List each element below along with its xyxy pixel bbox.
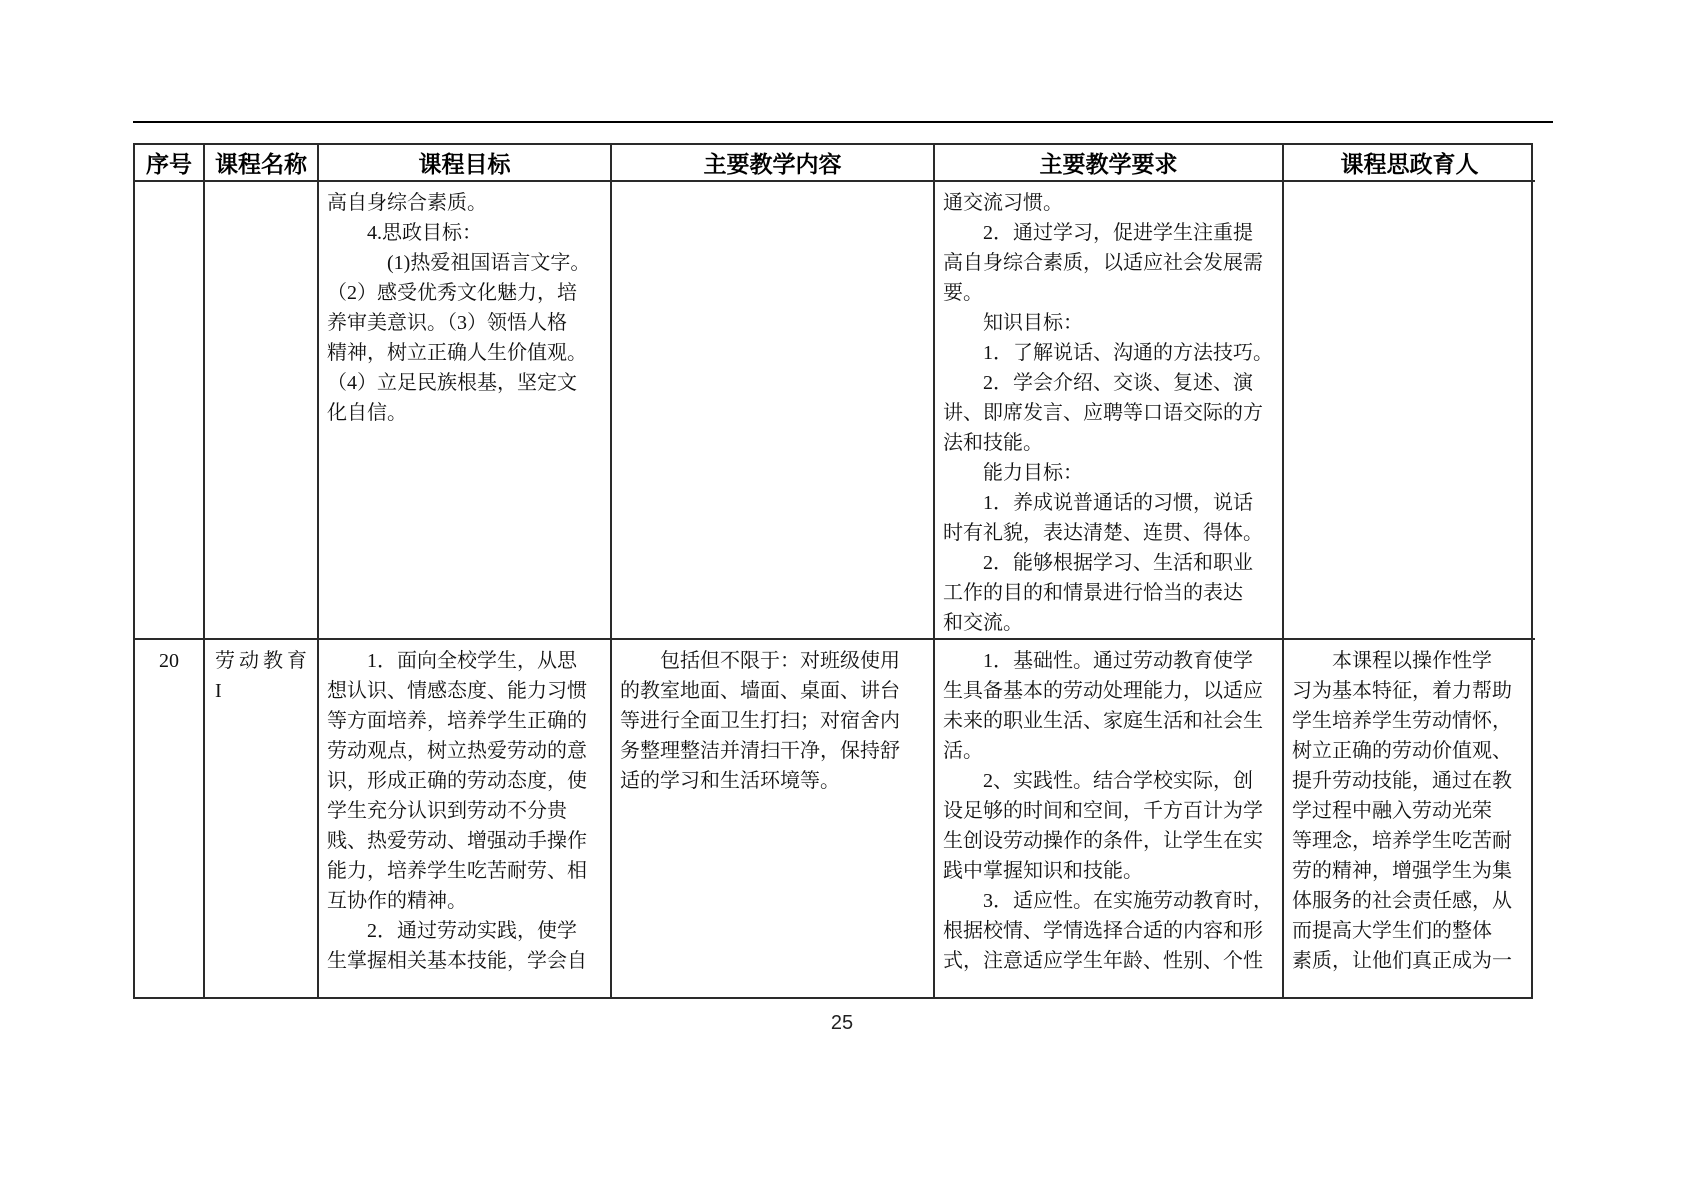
text-line: 生掌握相关基本技能，学会自 xyxy=(327,950,587,972)
text-line: 劳的精神，增强学生为集 xyxy=(1292,860,1512,882)
text-line: 等进行全面卫生打扫；对宿舍内 xyxy=(620,710,900,732)
text-line: 设足够的时间和空间，千方百计为学 xyxy=(943,800,1263,822)
text-line: 1．基础性。通过劳动教育使学 xyxy=(943,650,1253,672)
text-line: 高自身综合素质。 xyxy=(327,192,487,214)
cell-ideology-row2 xyxy=(1284,640,1535,997)
cell-teaching-content-row1 xyxy=(612,182,935,640)
text-line: 习为基本特征，着力帮助 xyxy=(1292,680,1512,702)
text-line: 生具备基本的劳动处理能力，以适应 xyxy=(943,680,1263,702)
text-line: 要。 xyxy=(943,282,983,304)
text-line: 学生培养学生劳动情怀， xyxy=(1292,710,1512,732)
text-line: 1．面向全校学生，从思 xyxy=(327,650,577,672)
curriculum-table xyxy=(133,143,1533,999)
cell-seq-row2: 20 xyxy=(135,640,205,997)
text-line: 生创设劳动操作的条件，让学生在实 xyxy=(943,830,1263,852)
text-line: 的教室地面、墙面、桌面、讲台 xyxy=(620,680,900,702)
text-line: 学生充分认识到劳动不分贵 xyxy=(327,800,567,822)
text-line: 贱、热爱劳动、增强动手操作 xyxy=(327,830,587,852)
text-line: 未来的职业生活、家庭生活和社会生 xyxy=(943,710,1263,732)
column-header-teaching-content: 主要教学内容 xyxy=(612,145,935,182)
text-line: （4）立足民族根基，坚定文 xyxy=(327,372,577,394)
text-line: 式，注意适应学生年龄、性别、个性 xyxy=(943,950,1263,972)
text-line: 识，形成正确的劳动态度，使 xyxy=(327,770,587,792)
text-line: 体服务的社会责任感，从 xyxy=(1292,890,1512,912)
text-line: 养审美意识。（3）领悟人格 xyxy=(327,312,567,334)
text-line: 能力目标： xyxy=(943,462,1083,484)
text-line: 根据校情、学情选择合适的内容和形 xyxy=(943,920,1263,942)
text-line: 知识目标： xyxy=(943,312,1083,334)
cell-course-name-row1 xyxy=(205,182,319,640)
text-line: 务整理整洁并清扫干净，保持舒 xyxy=(620,740,900,762)
text-line: 2、实践性。结合学校实际，创 xyxy=(943,770,1253,792)
text-line: (1)热爱祖国语言文字。 xyxy=(327,252,591,274)
text-line: 提升劳动技能，通过在教 xyxy=(1292,770,1512,792)
text-line: 1．了解说话、沟通的方法技巧。 xyxy=(943,342,1273,364)
column-header-course-name: 课程名称 xyxy=(205,145,319,182)
text-line: 素质，让他们真正成为一 xyxy=(1292,950,1512,972)
text-line: （2）感受优秀文化魅力，培 xyxy=(327,282,577,304)
text-line: 劳动观点，树立热爱劳动的意 xyxy=(327,740,587,762)
column-header-objectives: 课程目标 xyxy=(319,145,612,182)
text-line: 包括但不限于：对班级使用 xyxy=(620,650,900,672)
text-line: 2．能够根据学习、生活和职业 xyxy=(943,552,1253,574)
text-line: 1．养成说普通话的习惯，说话 xyxy=(943,492,1253,514)
text-line: 2．通过学习，促进学生注重提 xyxy=(943,222,1253,244)
column-header-seq: 序号 xyxy=(135,145,205,182)
text-line: 活。 xyxy=(943,740,983,762)
cell-ideology-row1 xyxy=(1284,182,1535,640)
text-line: 3．适应性。在实施劳动教育时， xyxy=(943,890,1273,912)
cell-objectives-row1 xyxy=(319,182,612,640)
text-line: 本课程以操作性学 xyxy=(1292,650,1492,672)
text-line: 时有礼貌，表达清楚、连贯、得体。 xyxy=(943,522,1263,544)
column-header-teaching-requirements: 主要教学要求 xyxy=(935,145,1284,182)
cell-objectives-row2 xyxy=(319,640,612,997)
text-line: 想认识、情感态度、能力习惯 xyxy=(327,680,587,702)
page-number: 25 xyxy=(830,1012,854,1034)
text-line: 践中掌握知识和技能。 xyxy=(943,860,1143,882)
text-line: 学过程中融入劳动光荣 xyxy=(1292,800,1492,822)
column-header-ideology: 课程思政育人 xyxy=(1284,145,1535,182)
text-line: 通交流习惯。 xyxy=(943,192,1063,214)
header-rule xyxy=(133,121,1553,123)
text-line: 法和技能。 xyxy=(943,432,1043,454)
cell-course-name-row2 xyxy=(205,640,319,997)
text-line: 互协作的精神。 xyxy=(327,890,467,912)
text-line: 4.思政目标： xyxy=(327,222,482,244)
text-line: 等理念，培养学生吃苦耐 xyxy=(1292,830,1512,852)
text-line: 劳动教育 xyxy=(215,650,307,672)
text-line: 2．学会介绍、交谈、复述、演 xyxy=(943,372,1253,394)
text-line: 适的学习和生活环境等。 xyxy=(620,770,840,792)
text-line: I xyxy=(215,680,222,702)
text-line: 和交流。 xyxy=(943,612,1023,634)
text-line: 精神，树立正确人生价值观。 xyxy=(327,342,587,364)
text-line: 2．通过劳动实践，使学 xyxy=(327,920,577,942)
cell-seq-row1 xyxy=(135,182,205,640)
text-line: 能力，培养学生吃苦耐劳、相 xyxy=(327,860,587,882)
cell-teaching-requirements-row2 xyxy=(935,640,1284,997)
text-line: 树立正确的劳动价值观、 xyxy=(1292,740,1512,762)
text-line: 而提高大学生们的整体 xyxy=(1292,920,1492,942)
text-line: 等方面培养，培养学生正确的 xyxy=(327,710,587,732)
text-line: 讲、即席发言、应聘等口语交际的方 xyxy=(943,402,1263,424)
cell-teaching-content-row2 xyxy=(612,640,935,997)
text-line: 化自信。 xyxy=(327,402,407,424)
text-line: 高自身综合素质，以适应社会发展需 xyxy=(943,252,1263,274)
text-line: 工作的目的和情景进行恰当的表达 xyxy=(943,582,1243,604)
cell-teaching-requirements-row1 xyxy=(935,182,1284,640)
